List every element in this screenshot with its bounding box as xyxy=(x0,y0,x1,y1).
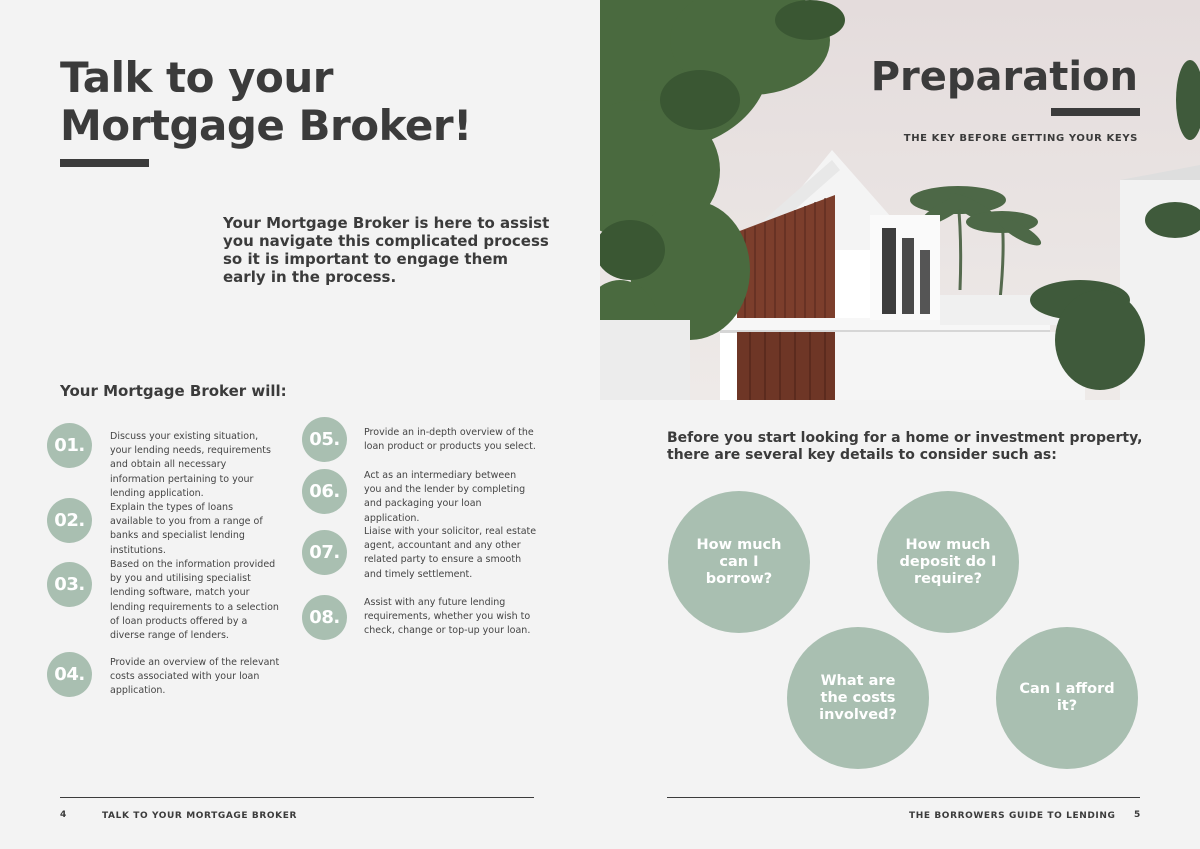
title-underline xyxy=(1051,108,1140,116)
bubble-text: What are the costs involved? xyxy=(819,672,897,723)
broker-will-heading: Your Mortgage Broker will: xyxy=(60,382,287,400)
bubble-text: How much can I borrow? xyxy=(696,536,782,587)
footer-divider xyxy=(60,797,534,798)
step-number-badge: 05. xyxy=(302,417,347,462)
step-number-badge: 08. xyxy=(302,595,347,640)
page-title xyxy=(60,54,472,150)
title-line-2: Mortgage Broker! xyxy=(60,101,472,150)
preparation-title: Preparation xyxy=(870,54,1138,100)
footer-section-title: TALK TO YOUR MORTGAGE BROKER xyxy=(102,811,297,821)
step-text: Provide an overview of the relevant costs associated with your loan application. xyxy=(110,657,280,697)
step-number-badge: 02. xyxy=(47,498,92,543)
considerations-intro: Before you start looking for a home or investment property, there are several key details to consider such as: xyxy=(667,430,1143,463)
footer-guide-title: THE BORROWERS GUIDE TO LENDING xyxy=(909,811,1116,821)
question-bubble-deposit xyxy=(877,491,1019,633)
step-number-badge: 03. xyxy=(47,562,92,607)
preparation-subtitle: THE KEY BEFORE GETTING YOUR KEYS xyxy=(903,133,1138,144)
step-text: Assist with any future lending requirements, whether you wish to check, change or top-up your loan. xyxy=(364,597,531,637)
question-bubble-afford xyxy=(996,627,1138,769)
intro-text: Your Mortgage Broker is here to assist you navigate this complicated process so it is important to engage them early in the process. xyxy=(223,214,550,286)
footer-divider xyxy=(667,797,1140,798)
step-number-badge: 07. xyxy=(302,530,347,575)
question-bubble-costs xyxy=(787,627,929,769)
title-line-1: Talk to your xyxy=(60,53,333,102)
bubble-text: How much deposit do I require? xyxy=(899,536,997,587)
step-number-badge: 04. xyxy=(47,652,92,697)
title-underline xyxy=(60,159,149,167)
question-bubble-borrow xyxy=(668,491,810,633)
page-number: 5 xyxy=(1134,810,1141,820)
right-page xyxy=(600,0,1200,849)
step-text: Provide an in-depth overview of the loan product or products you select. xyxy=(364,427,536,453)
bubble-text: Can I afford it? xyxy=(1019,681,1115,714)
step-text: Discuss your existing situation, your lending needs, requirements and obtain all necessary information pertaining to your lending application. xyxy=(110,431,271,499)
step-text: Based on the information provided by you and utilising specialist lending software, match your lending requirements to a selection of loan products offered by a diverse range of lenders. xyxy=(110,559,279,642)
step-text: Liaise with your solicitor, real estate agent, accountant and any other related party to ensure a smooth and timely settlement. xyxy=(364,526,537,580)
step-number-badge: 06. xyxy=(302,469,347,514)
step-number-badge: 01. xyxy=(47,423,92,468)
step-text: Explain the types of loans available to you from a range of banks and specialist lending institutions. xyxy=(110,502,263,556)
page-number: 4 xyxy=(60,810,67,820)
step-text: Act as an intermediary between you and the lender by completing and packaging your loan application. xyxy=(364,470,526,524)
